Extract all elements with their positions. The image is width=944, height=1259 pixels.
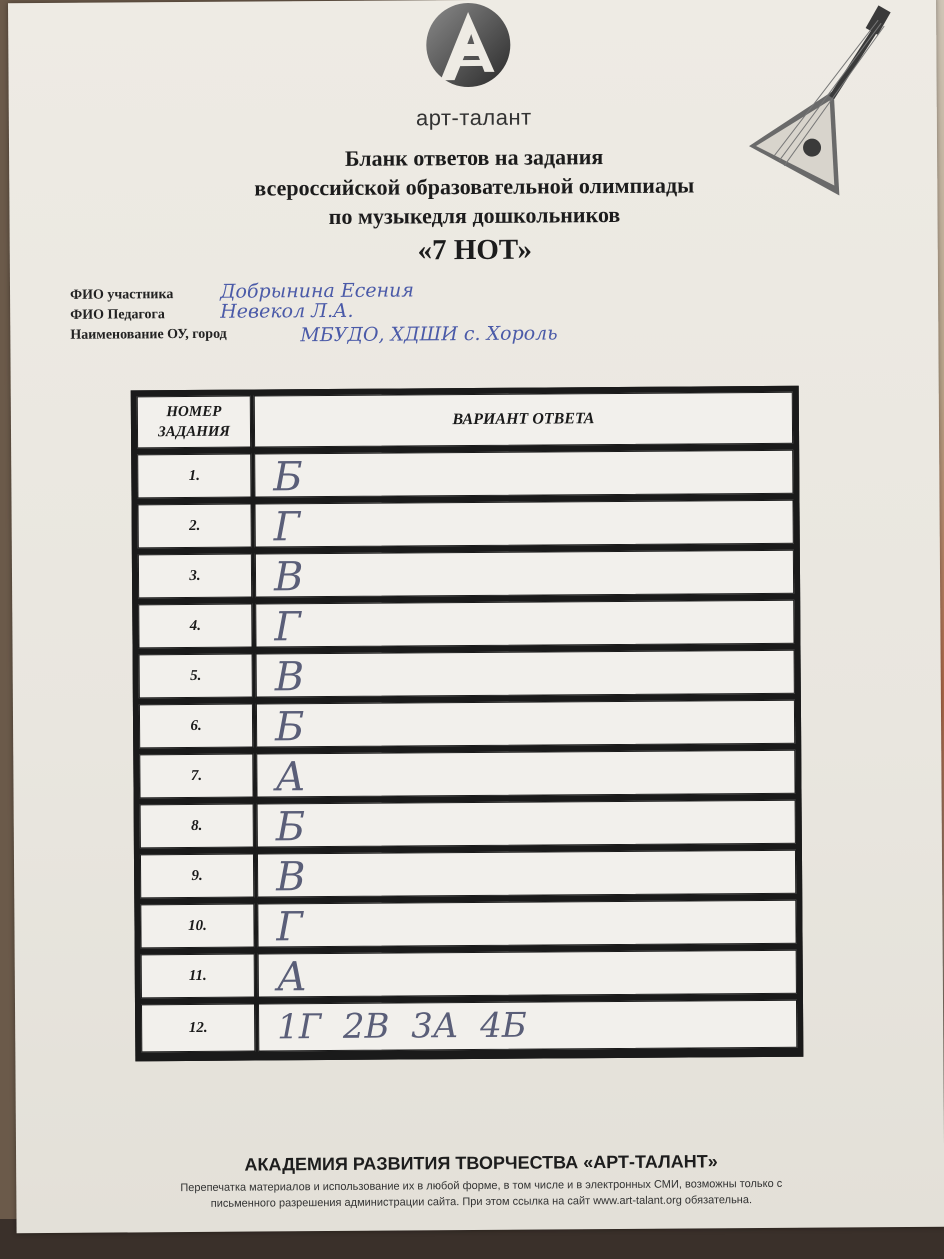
answer-cell[interactable] bbox=[256, 700, 795, 751]
table-row bbox=[136, 697, 798, 752]
art-talant-logo-icon bbox=[418, 0, 519, 95]
footer-note-line-1: Перепечатка материалов и использование их в любой форме, в том числе и в электронных СМИ, возможны только с bbox=[180, 1177, 783, 1195]
task-number: 5. bbox=[139, 654, 253, 699]
answer-cell[interactable] bbox=[258, 950, 797, 1001]
field-participant-label: ФИО участника bbox=[69, 287, 174, 303]
task-number: 9. bbox=[140, 854, 254, 899]
handwritten-answer: В bbox=[274, 654, 305, 701]
field-teacher-label: ФИО Педагога bbox=[70, 307, 165, 323]
field-school-label: Наименование ОУ, город bbox=[70, 326, 227, 343]
answer-cell[interactable] bbox=[254, 450, 793, 501]
task-number: 8. bbox=[140, 804, 254, 849]
task-number: 2. bbox=[138, 504, 252, 549]
answer-cell[interactable] bbox=[256, 750, 795, 801]
table-row bbox=[135, 547, 797, 602]
table-header-row bbox=[134, 389, 796, 452]
handwritten-answer: Г bbox=[274, 604, 302, 651]
handwritten-answer: Б bbox=[275, 804, 306, 851]
field-school-value: МБУДО, ХДШИ с. Хороль bbox=[300, 322, 558, 347]
table-row bbox=[138, 997, 800, 1056]
table-row bbox=[134, 497, 796, 552]
table-row bbox=[137, 897, 799, 952]
answer-cell[interactable] bbox=[257, 850, 796, 901]
page-title bbox=[149, 141, 800, 273]
answer-sheet bbox=[8, 0, 944, 1233]
balalaika-icon bbox=[743, 5, 914, 196]
handwritten-answer: Г bbox=[273, 504, 301, 551]
task-number: 1. bbox=[137, 454, 251, 499]
task-number: 12. bbox=[141, 1004, 255, 1053]
brand-name: арт-талант bbox=[415, 104, 532, 131]
handwritten-answer: А bbox=[275, 754, 306, 801]
footer-note bbox=[96, 1175, 866, 1212]
answer-cell[interactable] bbox=[255, 500, 794, 551]
answer-cell[interactable] bbox=[256, 650, 795, 701]
answer-cell[interactable] bbox=[255, 600, 794, 651]
answer-cell[interactable] bbox=[255, 550, 794, 601]
task-number: 3. bbox=[138, 554, 252, 599]
title-line-4: «7 НОТ» bbox=[417, 233, 533, 267]
table-row bbox=[134, 447, 796, 502]
header-answer-cell bbox=[254, 392, 793, 448]
handwritten-answer: Б bbox=[274, 704, 305, 751]
table-row bbox=[138, 947, 800, 1002]
handwritten-answer: Г bbox=[276, 904, 304, 951]
title-line-1: Бланк ответов на задания bbox=[344, 144, 604, 171]
handwritten-answer: 1Г 2В 3А 4Б bbox=[277, 1005, 527, 1048]
task-number: 10. bbox=[140, 904, 254, 949]
participant-fields bbox=[69, 279, 770, 348]
table-row bbox=[136, 747, 798, 802]
title-line-2: всероссийской образовательной олимпиады bbox=[254, 172, 695, 201]
table-row bbox=[135, 597, 797, 652]
task-number: 11. bbox=[141, 954, 255, 999]
table-row bbox=[137, 847, 799, 902]
task-number: 7. bbox=[139, 754, 253, 799]
handwritten-answer: Б bbox=[273, 454, 303, 501]
table-row bbox=[136, 647, 798, 702]
table-row bbox=[137, 797, 799, 852]
field-participant-value: Добрынина Есения bbox=[219, 279, 414, 303]
title-line-3: по музыкедля дошкольников bbox=[328, 201, 621, 230]
answer-cell[interactable] bbox=[258, 1000, 797, 1052]
answer-cell[interactable] bbox=[257, 800, 796, 851]
answer-cell[interactable] bbox=[257, 900, 796, 951]
handwritten-answer: В bbox=[275, 854, 306, 901]
handwritten-answer: В bbox=[273, 554, 304, 601]
handwritten-answer: А bbox=[276, 954, 308, 1001]
task-number: 6. bbox=[139, 704, 253, 749]
header-answer-variant: ВАРИАНТ ОТВЕТА bbox=[452, 410, 595, 429]
header-task-number: НОМЕР ЗАДАНИЯ bbox=[137, 396, 251, 449]
footer-note-line-2: письменного разрешения администрации сайта. При этом ссылка на сайт www.art-talant.org обязательна. bbox=[210, 1194, 753, 1210]
field-school bbox=[70, 323, 770, 348]
footer-title: АКАДЕМИЯ РАЗВИТИЯ ТВОРЧЕСТВА «АРТ-ТАЛАНТ» bbox=[244, 1151, 718, 1175]
answers-table bbox=[131, 386, 804, 1062]
field-teacher-value: Невекол Л.А. bbox=[220, 299, 354, 323]
task-number: 4. bbox=[138, 604, 252, 649]
